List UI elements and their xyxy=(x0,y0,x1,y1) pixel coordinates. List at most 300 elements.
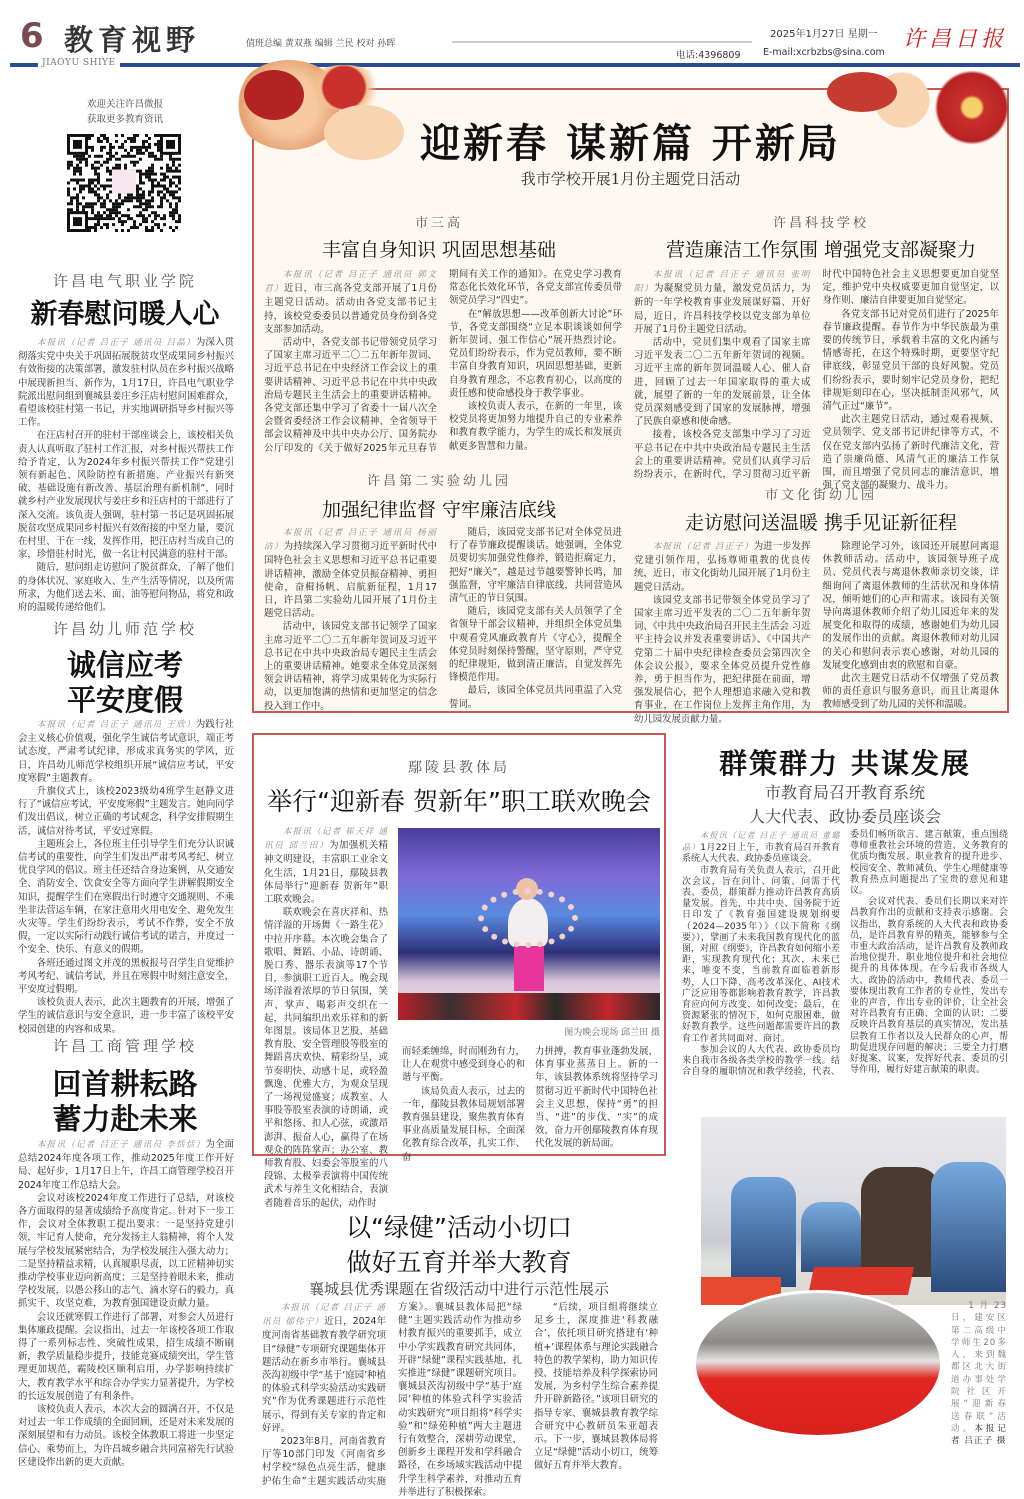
qr-module xyxy=(70,164,73,167)
qr-module xyxy=(118,196,121,199)
qr-module xyxy=(106,152,109,155)
qr-module xyxy=(67,193,70,196)
qr-module xyxy=(178,217,181,220)
qr-module xyxy=(175,202,178,205)
qr-module xyxy=(130,161,133,164)
qr-module xyxy=(160,158,163,161)
qr-module xyxy=(100,226,103,229)
qr-module xyxy=(133,155,136,158)
qr-module xyxy=(106,214,109,217)
qr-module xyxy=(145,229,148,232)
qr-module xyxy=(133,146,136,149)
qr-module xyxy=(118,202,121,205)
qr-module xyxy=(88,184,91,187)
qr-module xyxy=(106,184,109,187)
flowers-audience xyxy=(398,993,660,1020)
article-headline: 诚信应考 xyxy=(66,648,183,682)
article-body xyxy=(634,268,999,492)
thousand-hands-pose xyxy=(478,888,578,948)
qr-module xyxy=(97,155,100,158)
qr-module xyxy=(115,140,118,143)
qr-module xyxy=(103,202,106,205)
qr-module xyxy=(112,205,115,208)
qr-module xyxy=(145,202,148,205)
qr-module xyxy=(151,211,154,214)
qr-module xyxy=(145,220,148,223)
qr-module xyxy=(151,199,154,202)
qr-module xyxy=(109,158,112,161)
qr-module xyxy=(130,146,133,149)
qr-module xyxy=(76,205,79,208)
qr-module xyxy=(136,199,139,202)
qr-module xyxy=(106,196,109,199)
qr-module xyxy=(103,223,106,226)
qr-module xyxy=(151,167,154,170)
photo-caption: 图为晚会现场 邱兰田 摄 xyxy=(564,1028,660,1038)
qr-module xyxy=(100,217,103,220)
article-byline: 本报讯（记者 吕正子 通讯员 吕晶） xyxy=(36,338,196,348)
qr-module xyxy=(145,176,148,179)
qr-module xyxy=(142,182,145,185)
qr-module xyxy=(121,199,124,202)
article-paragraph: 主题班会上，各位班主任引导学生们充分认识诚信考试的重要性，向学生们发出严肃考风考纪、树立优良学风的倡议。班主任还结合身边案例，从交通安全、消防安全、饮食安全等方面向学生讲解假期安全知识，提醒学生们在寒假出行时遵守交通规则、不乘坐非法营运车辆，在家注意用火用电安全、避免发生火灾等。学生们纷纷表示，考试不作弊，安全不放假，一定以实际行动践行诚信考试的诺言，并度过一个安全、快乐、有意义的假期。 xyxy=(18,838,234,956)
qr-module xyxy=(151,187,154,190)
qr-module xyxy=(67,187,70,190)
qr-module xyxy=(121,220,124,223)
article-paragraph: 本报讯（记者 吕正子 通讯员 王欣）为践行社会主义核心价值观，强化学生诚信考试意识，端正考试态度，严肃考试纪律，形成求真务实的学风，近日，许昌幼儿师范学校组织开展“诚信应考试，平安度寒假”主题教育。 xyxy=(18,719,234,784)
photo-caption xyxy=(951,1300,1007,1448)
qr-module xyxy=(169,167,172,170)
qr-module xyxy=(148,199,151,202)
feature-title: 迎新春 谋新篇 开新局 xyxy=(420,121,841,167)
article-byline: 本报讯（记者 吕正子 通讯员 董璐晶） xyxy=(682,830,840,853)
qr-module xyxy=(100,134,103,137)
qr-module xyxy=(91,208,94,211)
article-headline: 丰富自身知识 巩固思想基础 xyxy=(321,239,557,261)
student-figure xyxy=(801,1202,861,1272)
qr-module xyxy=(139,223,142,226)
qr-module xyxy=(151,155,154,158)
qr-module xyxy=(178,187,181,190)
qr-module xyxy=(121,202,124,205)
qr-module xyxy=(103,161,106,164)
qr-module xyxy=(73,196,76,199)
qr-module xyxy=(70,202,73,205)
article-paragraph: 2023年8月，河南省教育厅等10部门印发《河南省乡村学校“绿色点亮生活，健康护佑生命”主题实践活动实施方案》。襄城县教体局把“绿健”主题实践活动作为推动乡村教育振兴的重要抓手，成立中小学实践教育研究共同体，开辟“绿健”课程实践基地，扎实推进“绿健”课题研究项目。襄城县茨沟初级中学“基于‘庭园’种植的体验式科学实验活动实践研究”项目组将“科学实验”和“绿苑种植”两大主题进行有效整合，深耕劳动课堂，创新乡土课程开发和学科融合路径，在乡场域实践活动中提升学生科学素养，对推动五育并举进行了积极探索。 xyxy=(262,1302,522,1498)
qr-module xyxy=(94,173,97,176)
qr-module xyxy=(148,173,151,176)
qr-module xyxy=(130,155,133,158)
article-label: 市文化街幼儿园 xyxy=(764,488,877,503)
qr-module xyxy=(169,170,172,173)
qr-module xyxy=(100,146,103,149)
qr-module xyxy=(115,134,118,137)
qr-module xyxy=(139,202,142,205)
qr-module xyxy=(160,199,163,202)
qr-module xyxy=(142,143,145,146)
qr-module xyxy=(103,184,106,187)
qr-module xyxy=(118,158,121,161)
qr-module xyxy=(100,196,103,199)
qr-module xyxy=(160,196,163,199)
qr-module xyxy=(94,217,97,220)
article-paragraph: 本报讯（记者 吕正子 通讯员 董璐晶）1月22日上午，市教育局召开教育系统人大代表、政协委员座谈会。 xyxy=(682,830,840,865)
cloud-decoration xyxy=(827,72,897,112)
qr-module xyxy=(97,137,100,140)
qr-module xyxy=(127,155,130,158)
qr-module xyxy=(133,223,136,226)
article-paragraph: 此次主题党日活动，通过观看视频、党员领学、党支部书记讲纪律等方式，不仅在党支部内弘扬了新时代廉洁文化，营造了崇廉尚德、风清气正的廉洁工作氛围，而且增强了党员同志的廉洁意识，增强了党支部的凝聚力、战斗力。 xyxy=(822,414,999,492)
qr-module xyxy=(157,205,160,208)
qr-finder xyxy=(73,140,82,149)
qr-module xyxy=(97,161,100,164)
article-paragraph: 本报讯（记者 吕正子 通讯员 张明阳）为凝聚党员力量，激发党员活力，为新的一年学校教育事业发展谋好篇、开好局，近日，许昌科技学校以党支部为单位开展了1月份主题党日活动。 xyxy=(634,270,811,335)
performer-pants xyxy=(514,946,544,991)
article-paragraph: 本报讯（记者 吕正子 通讯员 郁伟宁）近日，2024年度河南省基础教育教学研究项目“绿健”专项研究课题集体开题活动在新乡市举行。襄城县茨沟初级中学“基于‘庭园’种植的体验式科学实验活动实践研究”作为优秀课题进行示范性展示，得到有关专家的肯定和好评。 xyxy=(262,1303,387,1434)
article-paragraph: 各班还通过图文并茂的黑板报号召学生自觉维护考风考纪、诚信考试，并且在寒假中时刻注意安全，平安度过假期。 xyxy=(18,957,234,996)
qr-module xyxy=(154,179,157,182)
qr-module xyxy=(139,173,142,176)
qr-module xyxy=(106,193,109,196)
qr-module xyxy=(124,220,127,223)
qr-module xyxy=(91,179,94,182)
qr-finder xyxy=(166,140,175,149)
qr-module xyxy=(97,193,100,196)
qr-module xyxy=(88,217,91,220)
qr-module xyxy=(88,205,91,208)
article-label: 市三高 xyxy=(414,216,463,231)
qr-module xyxy=(100,140,103,143)
article-byline: 本报讯（记者 吕正子 通讯员 张明阳） xyxy=(634,270,811,295)
qr-module xyxy=(76,196,79,199)
teacher-figure xyxy=(861,1167,941,1277)
qr-module xyxy=(115,152,118,155)
qr-module xyxy=(142,202,145,205)
qr-module xyxy=(160,179,163,182)
qr-module xyxy=(82,187,85,190)
qr-module xyxy=(94,226,97,229)
qr-module xyxy=(121,146,124,149)
student-figure xyxy=(931,1162,1006,1292)
qr-module xyxy=(76,182,79,185)
article-paragraph: 参加会议的人大代表、政协委员均来自我市各级各类学校的教学一线。结合自身的履职情况和教学经验，代表、委员们畅所欲言、建言献策，重点围绕尊师重教社会环境的营造、义务教育的优质均衡发展、职业教育的提升进步、校园安全、教师减负、学生心理健康等教育热点问题提出了宝贵的意见和建议。 xyxy=(682,830,1008,1078)
qr-module xyxy=(178,164,181,167)
qr-module xyxy=(88,229,91,232)
qr-module xyxy=(112,167,115,170)
qr-module xyxy=(76,164,79,167)
qr-module xyxy=(169,184,172,187)
article-label: 鄢陵县教体局 xyxy=(408,760,510,776)
qr-module xyxy=(100,149,103,152)
qr-module xyxy=(142,173,145,176)
qr-module xyxy=(139,182,142,185)
qr-module xyxy=(85,184,88,187)
article-subheadline: 人大代表、政协委员座谈会 xyxy=(748,807,941,826)
qr-module xyxy=(82,184,85,187)
qr-module xyxy=(91,182,94,185)
qr-module xyxy=(142,217,145,220)
qr-module xyxy=(106,161,109,164)
qr-module xyxy=(88,155,91,158)
qr-module xyxy=(97,199,100,202)
qr-module xyxy=(145,149,148,152)
qr-module xyxy=(163,184,166,187)
qr-module xyxy=(148,205,151,208)
qr-module xyxy=(178,170,181,173)
article-byline: 本报讯（记者 崔天祥 通讯员 邱兰田） xyxy=(264,827,388,852)
qr-module xyxy=(130,196,133,199)
qr-module xyxy=(94,193,97,196)
qr-module xyxy=(94,229,97,232)
qr-module xyxy=(163,187,166,190)
qr-module xyxy=(106,179,109,182)
qr-module xyxy=(103,199,106,202)
qr-module xyxy=(151,173,154,176)
qr-module xyxy=(169,190,172,193)
article-paragraph: 本报讯（记者 吕正子 通讯员 吕晶）为深入贯彻落实党中央关于巩固拓展脱贫攻坚成果同乡村振兴有效衔接的决策部署，激发驻村队员在乡村振兴战略中展现新担当、新作为，1月17日，许昌电气职业学院派出慰问组到襄城县姜庄乡汪店村慰问困难群众，看望该校驻村第一书记，并实地调研指导乡村振兴等工作。 xyxy=(18,337,234,429)
qr-module xyxy=(109,143,112,146)
qr-module xyxy=(133,226,136,229)
qr-module xyxy=(118,164,121,167)
qr-module xyxy=(85,158,88,161)
article-headline: 走访慰问送温暖 携手见证新征程 xyxy=(684,512,958,534)
qr-module xyxy=(103,187,106,190)
qr-module xyxy=(157,223,160,226)
article-byline: 本报讯（记者 吕正子 通讯员 杨丽洁） xyxy=(264,528,437,553)
qr-module xyxy=(76,193,79,196)
qr-module xyxy=(142,146,145,149)
qr-module xyxy=(112,155,115,158)
qr-module xyxy=(160,167,163,170)
qr-module xyxy=(112,223,115,226)
qr-module xyxy=(175,211,178,214)
qr-module xyxy=(88,137,91,140)
qr-module xyxy=(175,158,178,161)
qr-module xyxy=(109,199,112,202)
qr-module xyxy=(97,182,100,185)
qr-module xyxy=(103,137,106,140)
qr-module xyxy=(94,184,97,187)
qr-module xyxy=(79,202,82,205)
qr-module xyxy=(151,179,154,182)
qr-module xyxy=(157,143,160,146)
qr-module xyxy=(169,193,172,196)
qr-module xyxy=(136,196,139,199)
qr-module xyxy=(133,205,136,208)
qr-module xyxy=(148,152,151,155)
qr-module xyxy=(109,179,112,182)
qr-module xyxy=(109,211,112,214)
article-paragraph: 该校负责人表示，此次主题教育的开展，增强了学生的诚信意识与安全意识，进一步丰富了该校平安校园创建的内容和成果。 xyxy=(18,997,234,1035)
article-body xyxy=(18,1138,234,1469)
cloud-decoration xyxy=(304,65,384,110)
qr-module xyxy=(73,170,76,173)
qr-module xyxy=(148,143,151,146)
article-label: 许昌电气职业学院 xyxy=(52,272,197,290)
qr-module xyxy=(67,164,70,167)
qr-module xyxy=(154,173,157,176)
qr-module xyxy=(154,158,157,161)
qr-module xyxy=(91,167,94,170)
qr-module xyxy=(109,155,112,158)
qr-module xyxy=(139,158,142,161)
qr-module xyxy=(97,220,100,223)
qr-module xyxy=(133,137,136,140)
qr-module xyxy=(136,149,139,152)
qr-module xyxy=(82,208,85,211)
article-paragraph: 在汪店村召开的驻村干部座谈会上，该校相关负责人认真听取了驻村工作汇报，对乡村振兴帮扶工作给予肯定，认为2024年乡村振兴帮扶工作“党建引领有新起色、风险防控有新措施、产业振兴有新突破、基础设施有新改善、基层治理有新机制”，同时就乡村产业发展现状与姜庄乡和汪店村的干部进行了深入交流。该负责人强调，驻村第一书记是巩固拓展脱贫攻坚成果同乡村振兴有效衔接的中坚力量，要沉在村里、干在一线，发挥作用，把汪店村当成自己的家，珍惜驻村时光，做一名让村民满意的驻村干部。 xyxy=(18,430,234,561)
article-paragraph: 活动中，党员们集中观看了国家主席习近平发表二〇二五年新年贺词的视频。习近平主席的新年贺词温暖人心、催人奋进，回顾了过去一年国家取得的重大成就，展望了新的一年的发展前景，让全体党员深刻感受到了国家的发展脉搏，增强了民族自豪感和使命感。 xyxy=(634,337,811,428)
qr-module xyxy=(82,196,85,199)
qr-module xyxy=(127,199,130,202)
qr-module xyxy=(88,182,91,185)
qr-module xyxy=(85,202,88,205)
article-paragraph: “后续，项目组将继续立足乡土，深度推进‘科教融合’，依托项目研究搭建有‘种植+’课程体系与理论实践融合特色的教学架构，助力知识传授、技能培养及科学探索协同发展，为乡村学生综合素养提升开辟新路径。”该项目研究的指导专家、襄城县教育教学综合研究中心教研员朱亚超表示。下一步，襄城县教体局将立足“绿健”活动小切口，统筹做好五育并举大教育。 xyxy=(534,1302,658,1472)
article-label: 许昌工商管理学校 xyxy=(52,1037,197,1055)
qr-module xyxy=(139,211,142,214)
qr-module xyxy=(172,176,175,179)
article-body xyxy=(682,830,1008,1078)
article-headline: 群策群力 共谋发展 xyxy=(719,747,971,780)
qr-module xyxy=(82,179,85,182)
qr-module xyxy=(88,190,91,193)
qr-module xyxy=(145,226,148,229)
qr-module xyxy=(94,223,97,226)
qr-module xyxy=(154,214,157,217)
qr-module xyxy=(82,158,85,161)
qr-module xyxy=(106,223,109,226)
article-byline: 本报讯（记者 吕正子 通讯员 李恬恬） xyxy=(36,1140,206,1150)
qr-module xyxy=(145,140,148,143)
qr-module xyxy=(139,170,142,173)
article-headline: 营造廉洁工作氛围 增强党支部凝聚力 xyxy=(665,239,977,261)
qr-module xyxy=(142,190,145,193)
qr-module xyxy=(178,176,181,179)
qr-module xyxy=(160,217,163,220)
qr-module xyxy=(94,161,97,164)
qr-module xyxy=(100,184,103,187)
article-paragraph: 本报讯（记者 吕正子 通讯员 李恬恬）为全面总结2024年度各项工作，推动2025年度工作开好局、起好步，1月17日上午，许昌工商管理学校召开2024年度工作总结大会。 xyxy=(18,1139,234,1191)
qr-module xyxy=(154,211,157,214)
qr-module xyxy=(172,190,175,193)
qr-module xyxy=(142,196,145,199)
qr-module xyxy=(169,226,172,229)
qr-module xyxy=(91,205,94,208)
contact-phone: 电话:4396809 xyxy=(676,50,741,61)
qr-module xyxy=(115,164,118,167)
article-paragraph: 此次主题党日活动不仅增强了党员教师的责任意识与服务意识，而且让离退休教师感受到了幼儿园的关怀和温暖。 xyxy=(822,673,999,711)
qr-module xyxy=(106,158,109,161)
qr-module xyxy=(136,146,139,149)
qr-module xyxy=(103,134,106,137)
qr-module xyxy=(130,193,133,196)
qr-module xyxy=(178,179,181,182)
qr-module xyxy=(175,196,178,199)
qr-module xyxy=(85,161,88,164)
qr-module xyxy=(73,179,76,182)
qr-module xyxy=(172,161,175,164)
qr-module xyxy=(100,214,103,217)
photo-credit: 本报记者 吕正子 摄 xyxy=(951,1423,1007,1447)
qr-module xyxy=(115,199,118,202)
qr-module xyxy=(175,170,178,173)
article-subtitle: 襄城县优秀课题在省级活动中进行示范性展示 xyxy=(308,1280,609,1298)
qr-module xyxy=(160,205,163,208)
article-headline: 蓄力赴未来 xyxy=(52,1102,198,1136)
qr-module xyxy=(142,214,145,217)
qr-module xyxy=(91,217,94,220)
qr-module xyxy=(109,146,112,149)
qr-module xyxy=(157,149,160,152)
article-label: 许昌第二实验幼儿园 xyxy=(366,474,511,489)
feature-subtitle: 我市学校开展1月份主题党日活动 xyxy=(520,170,741,188)
qr-module xyxy=(109,184,112,187)
qr-module xyxy=(142,152,145,155)
qr-module xyxy=(67,208,70,211)
qr-code[interactable] xyxy=(67,134,181,232)
qr-module xyxy=(166,190,169,193)
qr-module xyxy=(94,167,97,170)
qr-logo xyxy=(112,170,136,194)
article-paragraph: 会议对代表、委员们长期以来对许昌教育作出的贡献和支持表示感谢。会议指出，教育系统的人大代表和政协委员，是许昌教育界的精英，能够参与全市重大政治活动，是许昌教育及教师政治地位提升、职业地位提升和社会地位提升的具体体现。在今后我市各级人大、政协的活动中，教师代表、委员一要体现出教育工作者的专业性，发出专业的声音，作出专业的评价，让全社会对许昌教育有正确、全面的认识；二要反映许昌教育基层的真实情况，发出基层教育工作者以及人民群众的心声，帮助促进现存问题的解决；三要全力打磨好提案、议案，发挥好代表、委员的引导作用，履行好建言献策的职责。 xyxy=(850,897,1008,1076)
article-label: 许昌幼儿师范学校 xyxy=(52,620,197,638)
qr-module xyxy=(172,193,175,196)
qr-module xyxy=(148,193,151,196)
qr-module xyxy=(118,205,121,208)
qr-module xyxy=(109,190,112,193)
qr-module xyxy=(169,158,172,161)
qr-module xyxy=(169,214,172,217)
qr-module xyxy=(100,155,103,158)
qr-module xyxy=(130,226,133,229)
qr-module xyxy=(154,155,157,158)
qr-module xyxy=(172,196,175,199)
qr-module xyxy=(148,202,151,205)
qr-module xyxy=(97,187,100,190)
qr-module xyxy=(172,229,175,232)
qr-module xyxy=(175,205,178,208)
qr-module xyxy=(100,164,103,167)
qr-module xyxy=(94,190,97,193)
header-rule xyxy=(10,63,1020,67)
qr-module xyxy=(94,170,97,173)
qr-module xyxy=(88,226,91,229)
section-pinyin: JIAOYU SHIYE xyxy=(38,58,120,68)
qr-module xyxy=(139,176,142,179)
feature-box xyxy=(252,88,1009,725)
qr-module xyxy=(91,134,94,137)
qr-module xyxy=(127,208,130,211)
qr-module xyxy=(97,223,100,226)
qr-module xyxy=(91,226,94,229)
qr-module xyxy=(112,217,115,220)
article-body xyxy=(264,268,622,455)
qr-module xyxy=(124,164,127,167)
qr-module xyxy=(139,199,142,202)
qr-module xyxy=(154,217,157,220)
qr-module xyxy=(157,226,160,229)
article-label: 许昌科技学校 xyxy=(772,216,869,231)
qr-module xyxy=(145,173,148,176)
qr-module xyxy=(76,208,79,211)
qr-module xyxy=(169,211,172,214)
qr-module xyxy=(166,170,169,173)
qr-module xyxy=(139,193,142,196)
qr-module xyxy=(151,196,154,199)
article-paragraph: 力拼搏，教育事业蓬勃发展，体育事业蒸蒸日上。新的一年，该县教体系统将坚持学习贯彻习近平新时代中国特色社会主义思想，保持“勇”的担当、“进”的步伐、“实”的成效，奋力开创鄢陵教育体育现代化发展的新局面。 xyxy=(535,1046,658,1150)
article-body xyxy=(264,825,388,1210)
qr-module xyxy=(154,184,157,187)
